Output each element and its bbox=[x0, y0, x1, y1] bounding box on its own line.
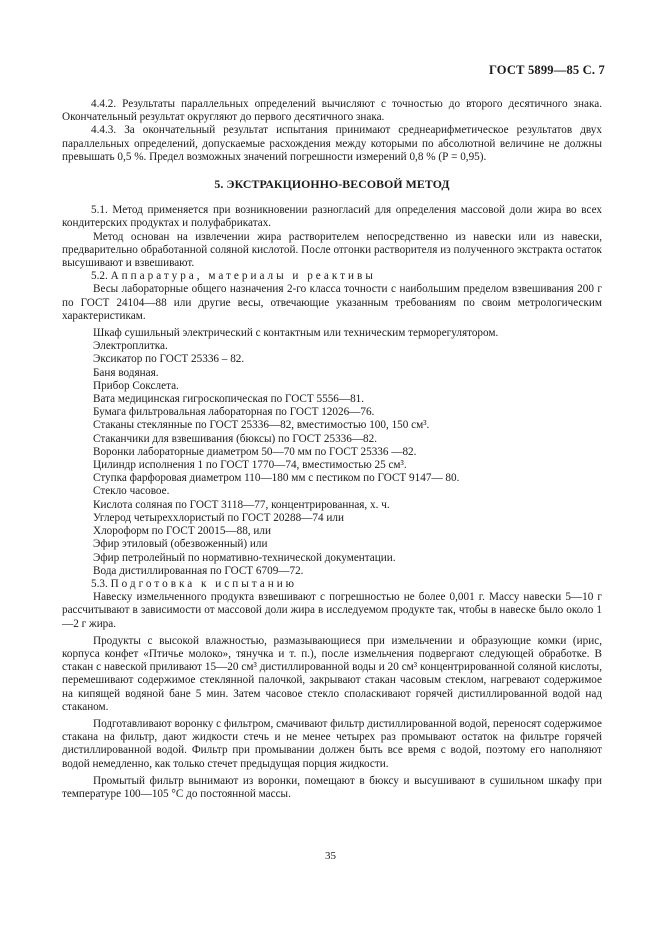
list-item: Цилиндр исполнения 1 по ГОСТ 1770—74, вместимостью 25 см³. bbox=[93, 459, 407, 472]
paragraph-4-4-3: 4.4.3. За окончательный результат испытания принимают среднеарифметическое результатов двух параллельных определений, допускаемые расхождения между которыми по абсолютной величине не должны превышать 0,5 %. Предел возможных значений погрешности измерений 0,8 % (Р = 0,95). bbox=[62, 124, 602, 163]
subheading-5-3-title: Подготовка к испытанию bbox=[110, 577, 298, 590]
list-item: Шкаф сушильный электрический с контактным или техническим терморегулятором. bbox=[93, 327, 499, 340]
list-item: Эфир этиловый (обезвоженный) или bbox=[93, 538, 268, 551]
paragraph-method: Метод основан на извлечении жира растворителем непосредственно из навески или из навески, предварительно обработанной соляной кислотой. После отгонки растворителя из полученного экстракта остаток высушивают и взвешивают. bbox=[62, 230, 602, 270]
subheading-5-3 bbox=[62, 578, 602, 591]
page-number: 35 bbox=[325, 850, 336, 862]
paragraph-4-4-2: 4.4.2. Результаты параллельных определений вычисляют с точностью до второго десятичного знака. Окончательный результат округляют до первого десятичного знака. bbox=[62, 98, 602, 124]
paragraph-prep-2: Продукты с высокой влажностью, размазывающиеся при измельчении и образующие комки (ирис, корпуса конфет «Птичье молоко», тянучка и т. п.), после измельчения подвергают следующей обработке. В стакан с навеской приливают 15—20 см³ дистиллированной воды и 20 см³ концентрированной соляной кислоты, перемешивают содержимое стеклянной палочкой, закрывают стакан часовым стеклом, нагревают содержимое на кипящей водяной бане 5 мин. Затем часовое стекло споласкивают горячей дистиллированной водой над стаканом. bbox=[62, 634, 602, 713]
list-item: Эксикатор по ГОСТ 25336 – 82. bbox=[93, 353, 245, 366]
list-item: Эфир петролейный по нормативно-технической документации. bbox=[93, 551, 396, 564]
list-item: Весы лабораторные общего назначения 2-го класса точности с наибольшим пределом взвешивания 200 г по ГОСТ 24104—88 или другие весы, отвечающие указанным требованиям по своим метрологическим характеристикам. bbox=[62, 283, 602, 322]
list-item: Баня водяная. bbox=[93, 366, 159, 379]
subheading-5-2-title: Аппаратура, материалы и реактивы bbox=[110, 270, 376, 283]
list-item: Бумага фильтровальная лабораторная по ГОСТ 12026—76. bbox=[93, 406, 375, 419]
paragraph-prep-4: Промытый фильтр вынимают из воронки, помещают в бюксу и высушивают в сушильном шкафу при температуре 100—105 °С до постоянной массы. bbox=[62, 774, 602, 800]
list-item: Хлороформ по ГОСТ 20015—88, или bbox=[93, 525, 271, 538]
list-item: Стекло часовое. bbox=[93, 485, 170, 498]
subheading-5-3-number: 5.3. bbox=[91, 577, 108, 590]
list-item: Вода дистиллированная по ГОСТ 6709—72. bbox=[93, 564, 304, 577]
section-heading: 5. ЭКСТРАКЦИОННО-ВЕСОВОЙ МЕТОД bbox=[214, 177, 450, 192]
subheading-5-2 bbox=[62, 270, 602, 283]
list-item: Воронки лабораторные диаметром 50—70 мм по ГОСТ 25336 —82. bbox=[93, 445, 417, 458]
list-item: Стаканчики для взвешивания (бюксы) по ГОСТ 25336—82. bbox=[93, 432, 378, 445]
subheading-5-2-number: 5.2. bbox=[91, 270, 108, 283]
paragraph-prep-3: Подготавливают воронку с фильтром, смачивают фильтр дистиллированной водой, переносят содержимое стакана на фильтр, дают жидкости стечь и не менее четырех раз промывают остаток на фильтре горячей дистиллированной водой. Фильтр при промывании должен быть все время с водой, поэтому его наполняют водой немедленно, как только стечет предыдущая порция жидкости. bbox=[62, 717, 602, 770]
list-item: Стаканы стеклянные по ГОСТ 25336—82, вместимостью 100, 150 см³. bbox=[93, 419, 430, 432]
page-header: ГОСТ 5899—85 С. 7 bbox=[488, 63, 605, 77]
list-item: Углерод четыреххлористый по ГОСТ 20288—74 или bbox=[93, 511, 344, 524]
list-item: Электроплитка. bbox=[93, 340, 168, 353]
equipment-list bbox=[62, 283, 602, 577]
list-item: Вата медицинская гигроскопическая по ГОСТ 5556—81. bbox=[93, 393, 365, 406]
paragraph-5-1: 5.1. Метод применяется при возникновении разногласий для определения массовой доли жира во всех кондитерских продуктах и полуфабрикатах. bbox=[62, 204, 602, 230]
list-item: Прибор Сокслета. bbox=[93, 379, 179, 392]
list-item: Кислота соляная по ГОСТ 3118—77, концентрированная, х. ч. bbox=[93, 498, 390, 511]
document-body bbox=[62, 98, 602, 801]
paragraph-prep-1: Навеску измельченного продукта взвешивают с погрешностью не более 0,001 г. Массу навески 5—10 г рассчитывают в зависимости от массовой доли жира в исследуемом продукте так, чтобы в навеске было около 1—2 г жира. bbox=[62, 591, 602, 630]
list-item: Ступка фарфоровая диаметром 110—180 мм с пестиком по ГОСТ 9147— 80. bbox=[93, 472, 460, 485]
